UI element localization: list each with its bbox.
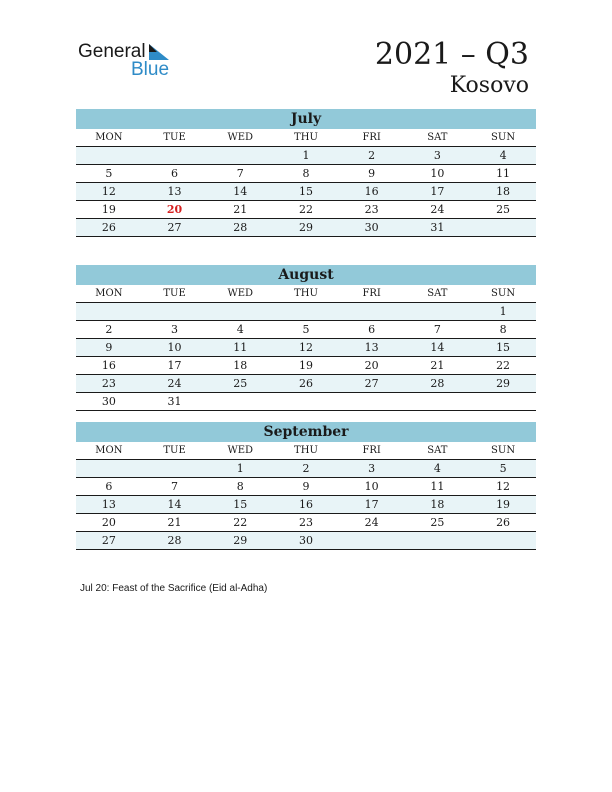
day-cell: 15 [496, 341, 511, 354]
day-cell: 1 [236, 462, 244, 475]
day-cell [339, 303, 405, 320]
weekday-label: SUN [491, 132, 516, 143]
day-cell: 11 [496, 167, 511, 180]
day-cell: 14 [167, 498, 182, 511]
day-cell: 2 [105, 323, 113, 336]
day-cell: 10 [430, 167, 445, 180]
week-row [76, 460, 536, 478]
day-cell: 7 [433, 323, 441, 336]
day-cell: 13 [167, 185, 182, 198]
day-cell: 24 [364, 516, 379, 529]
day-cell [207, 147, 273, 164]
weekday-label: TUE [163, 132, 186, 143]
country-name: Kosovo [449, 73, 529, 98]
week-row [76, 393, 536, 411]
day-cell: 20 [101, 516, 116, 529]
day-cell [470, 532, 536, 549]
day-cell [405, 393, 471, 410]
day-cell: 29 [496, 377, 511, 390]
day-cell: 8 [236, 480, 244, 493]
day-cell: 11 [430, 480, 445, 493]
day-cell: 10 [167, 341, 182, 354]
page-title: 2021 – Q3 [374, 37, 529, 72]
day-cell: 16 [364, 185, 379, 198]
week-row [76, 303, 536, 321]
logo-text-blue: Blue [131, 59, 170, 80]
weekday-label: FRI [362, 445, 381, 456]
day-cell: 29 [298, 221, 313, 234]
weekday-label: TUE [163, 288, 186, 299]
holiday-note: Jul 20: Feast of the Sacrifice (Eid al-Adha) [80, 583, 268, 594]
day-cell: 19 [101, 203, 116, 216]
day-cell: 25 [233, 377, 248, 390]
day-cell: 15 [298, 185, 313, 198]
day-cell: 30 [298, 534, 313, 547]
day-cell: 1 [499, 305, 507, 318]
day-cell: 6 [105, 480, 113, 493]
day-cell: 4 [433, 462, 441, 475]
day-cell: 14 [233, 185, 248, 198]
day-cell: 27 [364, 377, 379, 390]
weekday-label: WED [227, 288, 254, 299]
day-cell [142, 303, 208, 320]
day-cell: 8 [302, 167, 310, 180]
day-cell: 11 [233, 341, 248, 354]
day-cell: 19 [298, 359, 313, 372]
day-cell [273, 393, 339, 410]
day-cell: 18 [496, 185, 511, 198]
day-cell: 21 [167, 516, 182, 529]
day-cell: 28 [233, 221, 248, 234]
day-cell: 23 [364, 203, 379, 216]
day-cell: 19 [496, 498, 511, 511]
day-cell: 31 [430, 221, 445, 234]
month-name: July [76, 109, 536, 129]
day-cell [273, 303, 339, 320]
day-cell [142, 460, 208, 477]
weekday-label: MON [95, 288, 123, 299]
day-cell [405, 532, 471, 549]
day-cell: 22 [233, 516, 248, 529]
day-cell: 26 [101, 221, 116, 234]
week-row [76, 219, 536, 237]
day-cell: 6 [171, 167, 179, 180]
day-cell [470, 219, 536, 236]
weekday-label: FRI [362, 288, 381, 299]
day-cell: 28 [167, 534, 182, 547]
day-cell: 17 [167, 359, 182, 372]
day-cell [76, 303, 142, 320]
day-cell: 5 [105, 167, 113, 180]
day-cell: 21 [430, 359, 445, 372]
day-cell: 8 [499, 323, 507, 336]
day-cell: 12 [496, 480, 511, 493]
day-cell: 25 [496, 203, 511, 216]
day-cell: 18 [233, 359, 248, 372]
day-cell [142, 147, 208, 164]
day-cell: 15 [233, 498, 248, 511]
day-cell: 14 [430, 341, 445, 354]
week-row [76, 375, 536, 393]
day-cell: 12 [298, 341, 313, 354]
weekday-label: SAT [427, 132, 448, 143]
day-cell: 13 [364, 341, 379, 354]
month-september [76, 422, 536, 550]
weekday-label: MON [95, 132, 123, 143]
day-cell: 4 [236, 323, 244, 336]
weekday-header-row [76, 285, 536, 303]
week-row [76, 201, 536, 219]
day-cell: 1 [302, 149, 310, 162]
day-cell: 22 [496, 359, 511, 372]
day-cell: 7 [236, 167, 244, 180]
day-cell: 16 [101, 359, 116, 372]
day-cell: 30 [101, 395, 116, 408]
day-cell: 30 [364, 221, 379, 234]
day-cell: 9 [302, 480, 310, 493]
day-cell: 17 [364, 498, 379, 511]
day-cell: 2 [368, 149, 376, 162]
weekday-label: SAT [427, 288, 448, 299]
month-july [76, 109, 536, 237]
weekday-label: THU [294, 132, 318, 143]
day-cell [470, 393, 536, 410]
week-row [76, 339, 536, 357]
day-cell [207, 303, 273, 320]
day-cell: 24 [430, 203, 445, 216]
day-cell: 27 [101, 534, 116, 547]
day-cell: 22 [298, 203, 313, 216]
day-cell: 9 [105, 341, 113, 354]
month-name: September [76, 422, 536, 442]
day-cell: 5 [302, 323, 310, 336]
day-cell: 28 [430, 377, 445, 390]
day-cell: 7 [171, 480, 179, 493]
week-row [76, 478, 536, 496]
week-row [76, 357, 536, 375]
day-cell: 4 [499, 149, 507, 162]
day-cell: 3 [433, 149, 441, 162]
day-cell: 23 [298, 516, 313, 529]
weekday-label: SUN [491, 288, 516, 299]
day-cell [76, 147, 142, 164]
day-cell: 5 [499, 462, 507, 475]
day-cell: 24 [167, 377, 182, 390]
weekday-label: SAT [427, 445, 448, 456]
day-cell: 6 [368, 323, 376, 336]
week-row [76, 532, 536, 550]
weekday-label: SUN [491, 445, 516, 456]
day-cell: 18 [430, 498, 445, 511]
day-cell [339, 393, 405, 410]
week-row [76, 147, 536, 165]
day-cell: 27 [167, 221, 182, 234]
day-cell: 20 [166, 203, 183, 216]
day-cell: 17 [430, 185, 445, 198]
week-row [76, 183, 536, 201]
day-cell: 31 [167, 395, 182, 408]
month-august [76, 265, 536, 411]
weekday-label: WED [227, 445, 254, 456]
weekday-header-row [76, 129, 536, 147]
weekday-label: WED [227, 132, 254, 143]
day-cell: 26 [496, 516, 511, 529]
day-cell: 16 [298, 498, 313, 511]
weekday-header-row [76, 442, 536, 460]
week-row [76, 321, 536, 339]
logo-triangle-icon [149, 44, 169, 60]
day-cell: 29 [233, 534, 248, 547]
weekday-label: FRI [362, 132, 381, 143]
day-cell: 9 [368, 167, 376, 180]
logo-text-general: General [78, 41, 146, 62]
day-cell: 20 [364, 359, 379, 372]
weekday-label: MON [95, 445, 123, 456]
day-cell: 12 [101, 185, 116, 198]
day-cell: 26 [298, 377, 313, 390]
day-cell: 25 [430, 516, 445, 529]
day-cell: 3 [368, 462, 376, 475]
week-row [76, 496, 536, 514]
day-cell [405, 303, 471, 320]
weekday-label: TUE [163, 445, 186, 456]
day-cell [76, 460, 142, 477]
day-cell [339, 532, 405, 549]
day-cell: 13 [101, 498, 116, 511]
day-cell: 10 [364, 480, 379, 493]
month-name: August [76, 265, 536, 285]
week-row [76, 514, 536, 532]
day-cell: 2 [302, 462, 310, 475]
day-cell [207, 393, 273, 410]
day-cell: 23 [101, 377, 116, 390]
day-cell: 21 [233, 203, 248, 216]
weekday-label: THU [294, 445, 318, 456]
day-cell: 3 [171, 323, 179, 336]
weekday-label: THU [294, 288, 318, 299]
week-row [76, 165, 536, 183]
